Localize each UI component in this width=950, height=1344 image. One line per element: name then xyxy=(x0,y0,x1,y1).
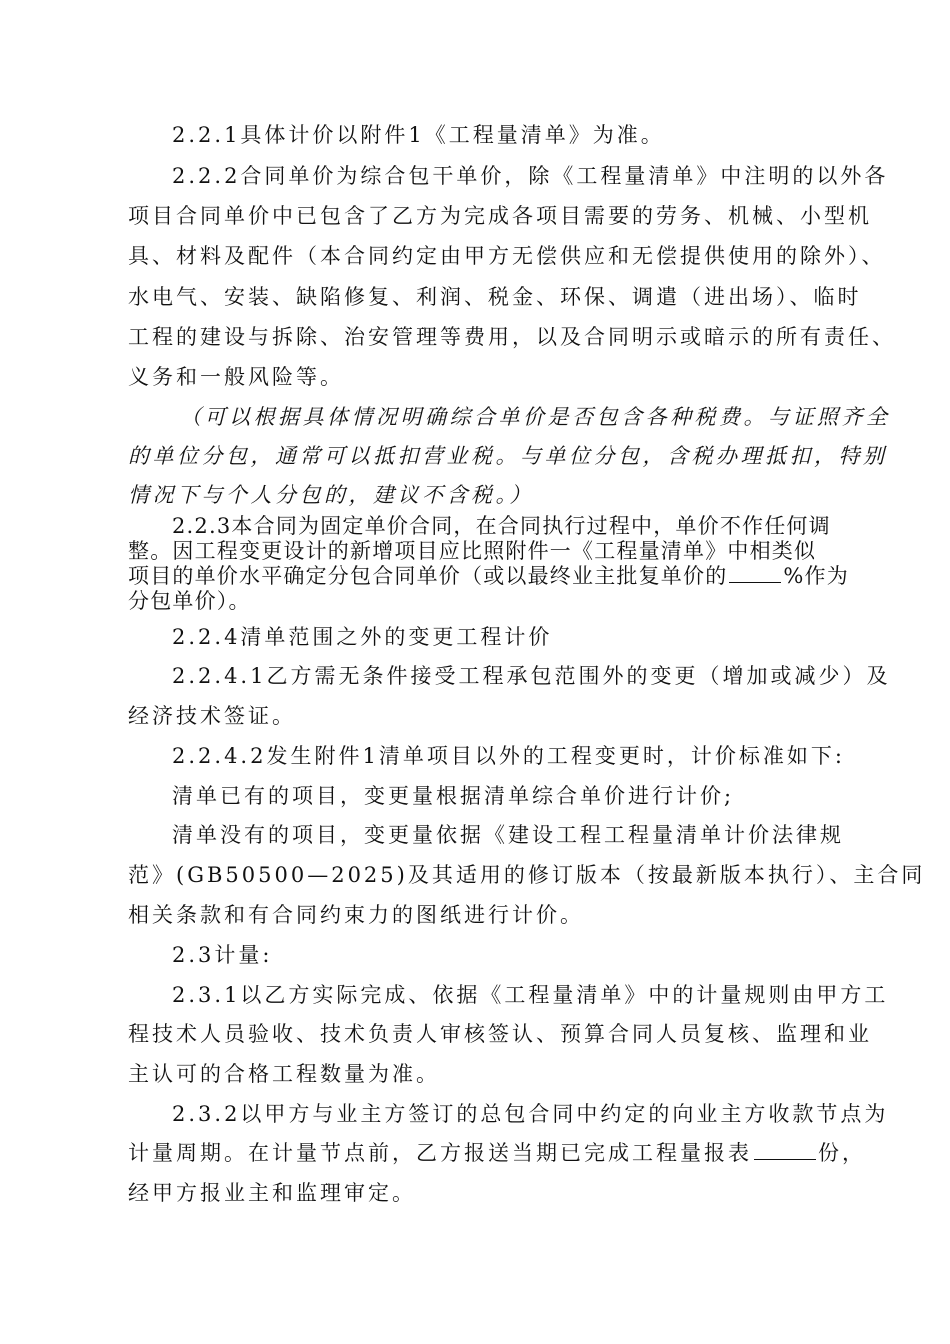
clause-2-3-2-text: 计量周期。在计量节点前，乙方报送当期已完成工程量报表 xyxy=(128,1141,752,1165)
clause-2-2-4-1-line: 2.2.4.1乙方需无条件接受工程承包范围外的变更（增加或减少）及 xyxy=(172,664,891,688)
tax-note-line: 的单位分包，通常可以抵扣营业税。与单位分包，含税办理抵扣，特别 xyxy=(128,444,888,468)
clause-2-3-1-line: 程技术人员验收、技术负责人审核签认、预算合同人员复核、监理和业 xyxy=(128,1022,872,1046)
clause-2-2-3-line: 整。因工程变更设计的新增项目应比照附件一《工程量清单》中相类似 xyxy=(128,539,817,563)
existing-items-rule: 清单已有的项目，变更量根据清单综合单价进行计价; xyxy=(172,784,735,808)
clause-2-2-1: 2.2.1具体计价以附件1《工程量清单》为准。 xyxy=(172,123,665,147)
new-items-rule-line: 相关条款和有合同约束力的图纸进行计价。 xyxy=(128,903,584,927)
new-items-rule-line: 范》(GB50500—2025)及其适用的修订版本（按最新版本执行）、主合同 xyxy=(128,863,926,887)
clause-2-2-3-text: 项目的单价水平确定分包合同单价（或以最终业主批复单价的 xyxy=(128,564,728,588)
copies-blank xyxy=(754,1141,816,1160)
clause-2-2-4: 2.2.4清单范围之外的变更工程计价 xyxy=(172,625,553,649)
clause-2-3-2-line xyxy=(128,1140,866,1166)
clause-2-2-2-line: 工程的建设与拆除、治安管理等费用，以及合同明示或暗示的所有责任、 xyxy=(128,325,896,349)
clause-2-3-2-line: 2.3.2以甲方与业主方签订的总包合同中约定的向业主方收款节点为 xyxy=(172,1102,889,1126)
clause-2-2-2-line: 水电气、安装、缺陷修复、利润、税金、环保、调遣（进出场）、临时 xyxy=(128,285,862,309)
clause-2-3-1-line: 2.3.1以乙方实际完成、依据《工程量清单》中的计量规则由甲方工 xyxy=(172,983,889,1007)
clause-2-3-1-line: 主认可的合格工程数量为准。 xyxy=(128,1062,440,1086)
section-2-3-heading: 2.3计量: xyxy=(172,943,273,967)
new-items-rule-line: 清单没有的项目，变更量依据《建设工程工程量清单计价法律规 xyxy=(172,823,844,847)
clause-2-2-2-line: 2.2.2合同单价为综合包干单价，除《工程量清单》中注明的以外各 xyxy=(172,164,889,188)
clause-2-2-3-line xyxy=(128,563,849,589)
clause-2-2-2-line: 项目合同单价中已包含了乙方为完成各项目需要的劳务、机械、小型机 xyxy=(128,204,872,228)
clause-2-3-2-text: 份， xyxy=(818,1141,866,1165)
clause-2-2-3-line: 分包单价）。 xyxy=(128,589,251,613)
clause-2-2-2-line: 具、材料及配件（本合同约定由甲方无偿供应和无偿提供使用的除外）、 xyxy=(128,244,886,268)
tax-note-line: 情况下与个人分包的，建议不含税。） xyxy=(128,483,534,507)
clause-2-2-4-1-line: 经济技术签证。 xyxy=(128,704,296,728)
clause-2-2-3-line: 2.2.3本合同为固定单价合同，在合同执行过程中，单价不作任何调 xyxy=(172,514,831,538)
clause-2-2-2-line: 义务和一般风险等。 xyxy=(128,365,344,389)
clause-2-2-3-text: %作为 xyxy=(783,564,849,588)
tax-note-line: （可以根据具体情况明确综合单价是否包含各种税费。与证照齐全 xyxy=(180,405,891,429)
clause-2-3-2-line: 经甲方报业主和监理审定。 xyxy=(128,1181,416,1205)
clause-2-2-4-2: 2.2.4.2发生附件1清单项目以外的工程变更时，计价标准如下: xyxy=(172,744,845,768)
percentage-blank xyxy=(729,564,781,583)
